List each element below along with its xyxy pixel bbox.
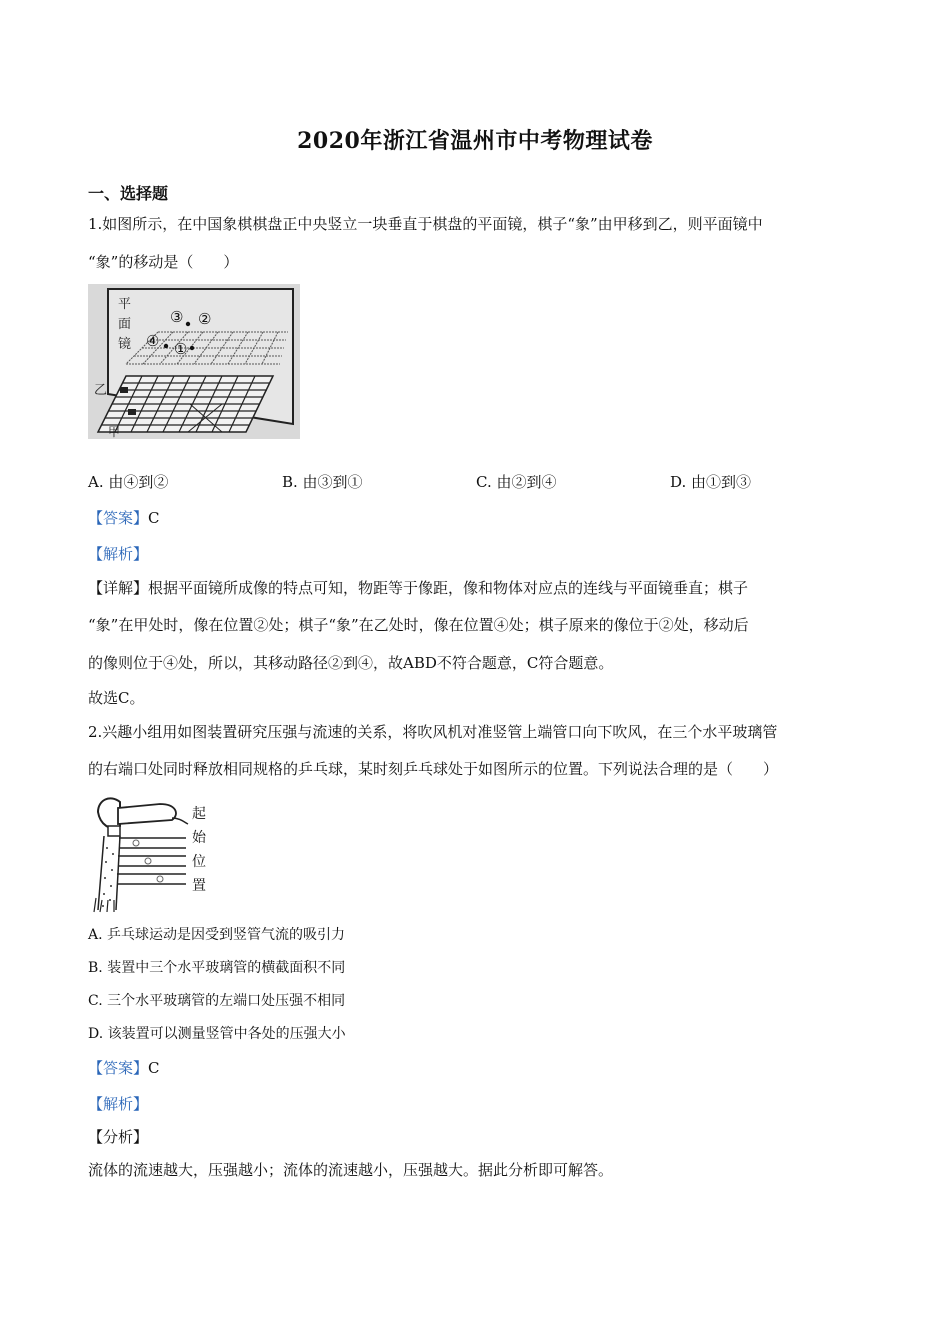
- mirror-label-2: 面: [118, 317, 132, 332]
- label-jia: 甲: [108, 425, 121, 439]
- q1-detail-line2: “象”在甲处时，像在位置②处；棋子“象”在乙处时，像在位置④处；棋子原来的像位于②处，移动后: [88, 616, 749, 634]
- position-1: ①: [174, 340, 188, 358]
- q1-option-b: B. 由③到①: [282, 473, 363, 491]
- q2-stem-line1: 2.兴趣小组用如图装置研究压强与流速的关系，将吹风机对准竖管上端管口向下吹风，在三个水平玻璃管: [88, 723, 778, 741]
- position-2: ②: [198, 310, 212, 328]
- mirror-label-3: 镜: [118, 337, 132, 352]
- q1-analysis-tag: 【解析】: [88, 545, 149, 563]
- q2-fenxi: 流体的流速越大，压强越小；流体的流速越小，压强越大。据此分析即可解答。: [88, 1161, 614, 1179]
- q2-option-a: A. 乒乓球运动是因受到竖管气流的吸引力: [88, 927, 346, 943]
- q2-label-char-4: 置: [192, 878, 206, 894]
- q2-option-c: C. 三个水平玻璃管的左端口处压强不相同: [88, 993, 346, 1009]
- mirror-label-1: 平: [118, 297, 132, 312]
- q1-answer-tag: 【答案】: [88, 509, 149, 527]
- q1-chess-mirror-figure: [88, 284, 300, 439]
- position-3: ③: [170, 308, 184, 326]
- label-yi: 乙: [94, 383, 108, 398]
- q2-answer: C: [148, 1059, 160, 1077]
- q1-option-c: C. 由②到④: [476, 473, 557, 491]
- q2-analysis-tag: 【解析】: [88, 1095, 149, 1113]
- q2-label-char-3: 位: [192, 854, 206, 870]
- q1-option-a: A. 由④到②: [88, 473, 169, 491]
- q2-answer-line: [88, 1058, 160, 1078]
- q2-option-b: B. 装置中三个水平玻璃管的横截面积不同: [88, 960, 346, 976]
- q1-answer-line: [88, 508, 160, 528]
- q1-answer: C: [148, 509, 160, 527]
- q2-stem-line2: 的右端口处同时释放相同规格的乒乓球，某时刻乒乓球处于如图所示的位置。下列说法合理的是（ ）: [88, 760, 779, 778]
- q1-stem-line1: 1.如图所示，在中国象棋棋盘正中央竖立一块垂直于棋盘的平面镜，棋子“象”由甲移到乙，则平面镜中: [88, 215, 763, 233]
- section-heading: 一、选择题: [88, 184, 169, 203]
- q1-detail-line3: 的像则位于④处，所以，其移动路径②到④，故ABD不符合题意，C符合题意。: [88, 654, 614, 672]
- position-4: ④: [146, 332, 160, 350]
- q2-label-char-2: 始: [192, 830, 206, 846]
- page-title: 2020年浙江省温州市中考物理试卷: [297, 128, 653, 154]
- q2-hairdryer-tube-figure: [88, 790, 213, 914]
- q2-label-char-1: 起: [192, 806, 206, 822]
- q2-option-d: D. 该装置可以测量竖管中各处的压强大小: [88, 1026, 346, 1042]
- q1-stem-line2: “象”的移动是（ ）: [88, 253, 239, 271]
- q1-conclusion: 故选C。: [88, 689, 145, 707]
- q1-option-d: D. 由①到③: [670, 473, 752, 491]
- q2-answer-tag: 【答案】: [88, 1059, 149, 1077]
- q1-detail-line1: 【详解】根据平面镜所成像的特点可知，物距等于像距，像和物体对应点的连线与平面镜垂直；棋子: [88, 579, 749, 597]
- q2-fenxi-tag: 【分析】: [88, 1128, 149, 1146]
